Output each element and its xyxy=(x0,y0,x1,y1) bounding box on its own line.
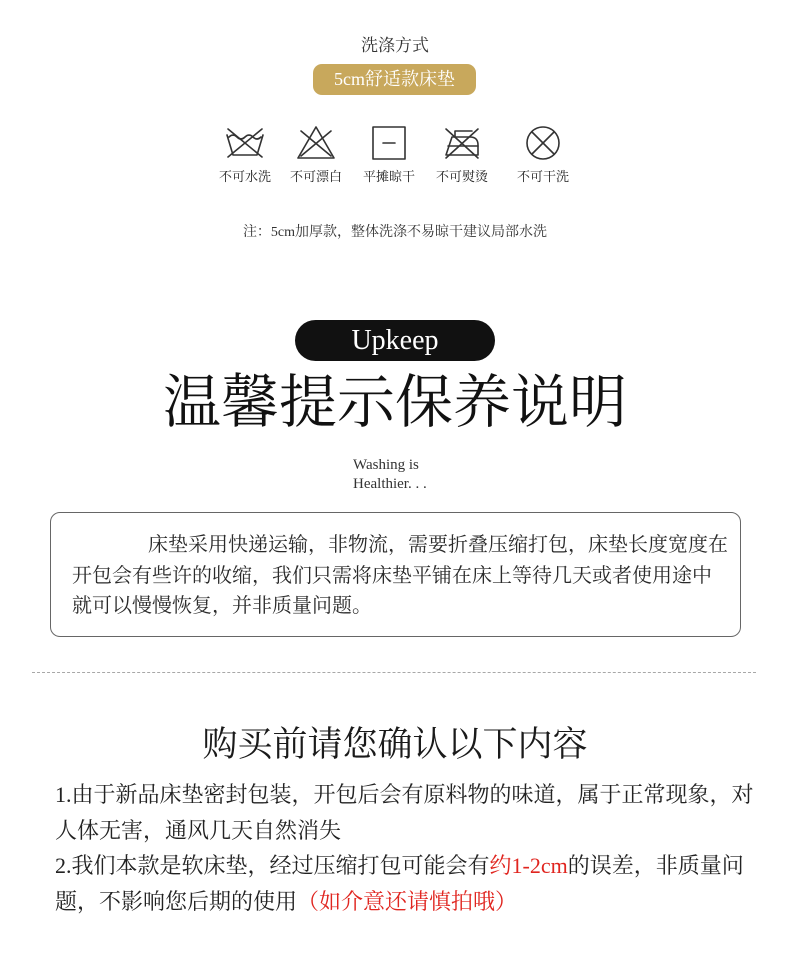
care-label-flat-dry: 平摊晾干 xyxy=(362,169,415,184)
notice-line: 开包会有些许的收缩，我们只需将床垫平铺在床上等待几天或者使用途中 xyxy=(72,564,712,587)
care-label-no-wash: 不可水洗 xyxy=(218,169,271,184)
care-label-no-dry-clean: 不可干洗 xyxy=(516,169,569,184)
notice-box xyxy=(50,512,741,637)
notice-line: 就可以慢慢恢复，并非质量问题。 xyxy=(72,595,372,617)
flat-dry-icon xyxy=(368,124,410,162)
no-wash-icon xyxy=(224,124,266,162)
notice-line: 床垫采用快递运输，非物流，需要折叠压缩打包，床垫长度宽度在 xyxy=(148,534,728,556)
care-item-no-iron xyxy=(417,124,507,185)
wash-section-title: 洗涤方式 xyxy=(361,36,429,55)
product-badge: 5cm舒适款床垫 xyxy=(313,64,476,95)
error-range-highlight: 约1-2cm xyxy=(489,853,568,879)
no-bleach-icon xyxy=(295,124,337,162)
confirm-line xyxy=(55,848,754,884)
no-iron-icon xyxy=(441,124,483,162)
confirm-text: 1.由于新品床垫密封包装，开包后会有原料物的味道，属于正常现象，对 xyxy=(55,782,754,807)
confirm-text: 2.我们本款是软床垫，经过压缩打包可能会有 xyxy=(55,853,490,879)
confirm-line xyxy=(55,777,754,813)
caution-highlight: （如介意还请慎拍哦） xyxy=(297,889,518,915)
section-divider xyxy=(32,672,756,673)
care-item-no-dry-clean xyxy=(498,124,588,185)
wash-note: 注：5cm加厚款，整体洗涤不易晾干建议局部水洗 xyxy=(242,225,548,240)
tagline-line-1: Washing is xyxy=(353,457,419,473)
care-label-no-bleach: 不可漂白 xyxy=(289,169,342,184)
upkeep-title: 温馨提示保养说明 xyxy=(162,370,627,435)
confirm-text: 的误差，非质量问 xyxy=(567,853,744,879)
confirm-line xyxy=(55,884,754,920)
confirm-title: 购买前请您确认以下内容 xyxy=(202,725,588,764)
confirm-text: 人体无害，通风几天自然消失 xyxy=(55,817,342,843)
confirm-list xyxy=(55,777,754,920)
tagline-line-2: Healthier. . . xyxy=(353,476,427,492)
care-label-no-iron: 不可熨烫 xyxy=(435,169,488,184)
tagline xyxy=(353,456,427,494)
upkeep-pill: Upkeep xyxy=(295,320,495,361)
confirm-text: 题，不影响您后期的使用 xyxy=(55,889,298,915)
no-dry-clean-icon xyxy=(522,124,564,162)
confirm-line xyxy=(55,813,754,849)
